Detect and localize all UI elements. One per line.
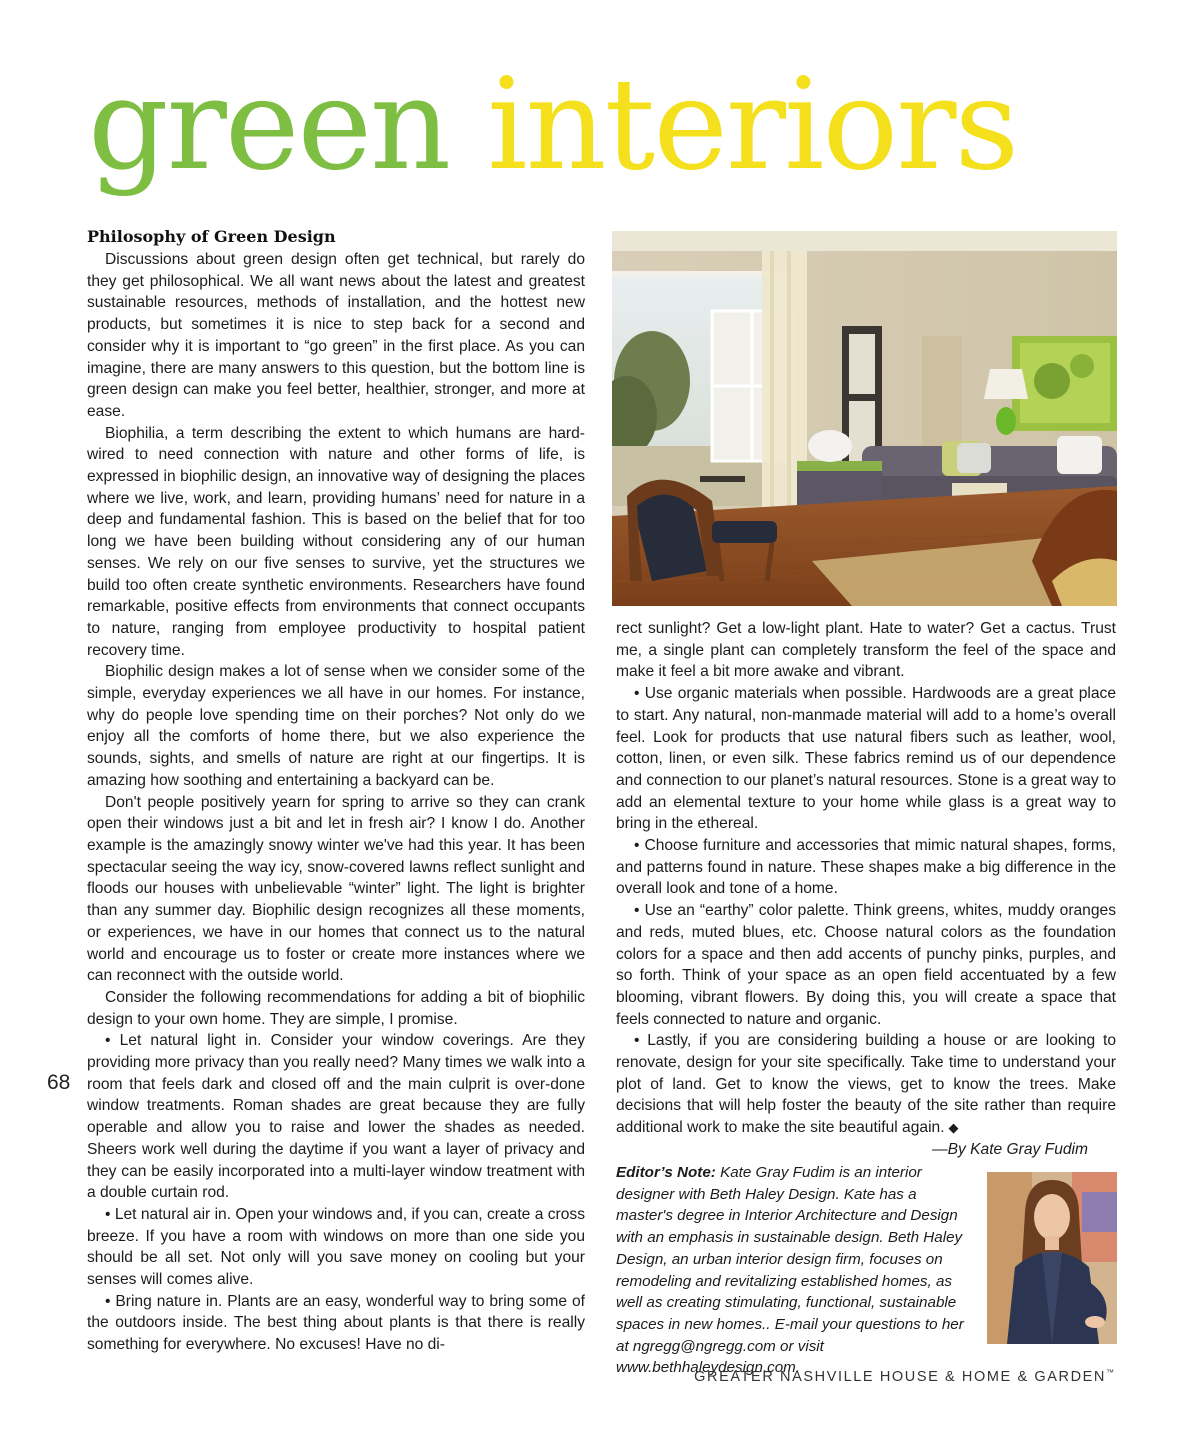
publication-footer: [694, 1368, 1114, 1385]
paragraph: Biophilic design makes a lot of sense when we consider some of the simple, everyday experiences we all have in our homes. For instance, why do people love spending time on their porches? Not only do we enjoy all the comforts of home there, but we also experience the sounds, sights, and smells of nature are right at our fingertips. It is amazing how soothing and entertaining a backyard can be.: [87, 663, 585, 789]
trademark-mark: ™: [1106, 1368, 1114, 1377]
article-column-right: [616, 618, 1116, 1161]
bullet-paragraph: • Use organic materials when possible. Hardwoods are a great place to start. Any natural, non-manmade material will add to a home’s overall feel. Look for products that use natural fibers such as leather, wool, cotton, linen, or even silk. These fabrics remind us of our dependence and connection to our planet’s natural resources. Stone is a great way to add an elemental texture to your home while glass is a great way to bring in the ethereal.: [616, 685, 1116, 833]
article-column-left: [87, 226, 585, 1356]
editor-note: [616, 1162, 976, 1379]
footer-text: GREATER NASHVILLE HOUSE & HOME & GARDEN: [694, 1369, 1106, 1385]
paragraph-text: • Lastly, if you are considering building a house or are looking to renovate, design for your site specifically. Take time to understand your plot of land. Get to know the views, get to know the trees. Make decisions that will help foster the beauty of the site rather than require additional work to make the site beautiful again.: [616, 1032, 1116, 1137]
bullet-paragraph: • Let natural light in. Consider your window coverings. Are they providing more privacy than you really need? Many times we walk into a room that feels dark and closed off and the main culprit is over-done window treatments. Roman shades are great because they are fully operable and allow you to raise and lower the shades as needed. Sheers work well during the daytime if you want a layer of privacy and they can be easily incorporated into a multi-layer window treatment with a double curtain rod.: [87, 1032, 585, 1202]
living-room-photo: [612, 231, 1117, 606]
byline: —By Kate Gray Fudim: [932, 1140, 1088, 1158]
bullet-paragraph-last: [616, 1030, 1116, 1139]
bullet-paragraph: • Use an “earthy” color palette. Think greens, whites, muddy oranges and reds, muted blues, etc. Choose natural colors as the foundation colors for a space and then add accents of punchy pinks, purples, and so forth. Think of your space as an open field accentuated by a few blooming, vibrant flowers. By doing this, you will create a space that feels connected to nature and organic.: [616, 902, 1116, 1028]
page-title: [88, 51, 1018, 198]
page-number: 68: [47, 1071, 71, 1094]
bullet-paragraph: • Let natural air in. Open your windows and, if you can, create a cross breeze. If you have a room with windows on more than one side you should be all set. Not only will you save money on cooling but your senses will comes alive.: [87, 1205, 585, 1289]
bullet-paragraph: • Choose furniture and accessories that mimic natural shapes, forms, and patterns found in nature. These shapes make a big difference in the overall look and tone of a home.: [616, 837, 1116, 898]
title-word-interiors: interiors: [487, 51, 1018, 198]
section-heading: Philosophy of Green Design: [87, 227, 336, 246]
editor-note-text: Kate Gray Fudim is an interior designer with Beth Haley Design. Kate has a master's degree in Interior Architecture and Design with an emphasis in sustainable design. Beth Haley Design, an urban interior design firm, focuses on remodeling and revitalizing established homes, as well as creating stimulating, functional, sustainable spaces in new homes.. E-mail your questions to her at ngregg@ngregg.com or visit www.bethhaleydesign.com.: [616, 1164, 964, 1377]
paragraph-continuation: rect sunlight? Get a low-light plant. Hate to water? Get a cactus. Trust me, a single plant can completely transform the feel of the space and make it feel a bit more awake and vibrant.: [616, 620, 1116, 681]
author-portrait-photo: [987, 1172, 1117, 1344]
paragraph: Don't people positively yearn for spring to arrive so they can crank open their windows just a bit and let in fresh air? I know I do. Another example is the amazingly snowy winter we've had this year. It has been spectacular seeing the way icy, snow-covered lawns reflect sunlight and floods our houses with unbelievable “winter” light. The light is brighter than any summer day. Biophilic design recognizes all these moments, or experiences, we have in our homes that connect us to the natural world and encourage us to foster or create more instances where we can reconnect with the outside world.: [87, 793, 585, 985]
title-word-green: green: [88, 51, 450, 198]
paragraph: Discussions about green design often get technical, but rarely do they get philosophical. We all want news about the latest and greatest sustainable resources, methods of installation, and the hottest new products, but sometimes it is nice to step back for a second and consider why it is important to “go green” in the first place. As you can imagine, there are many answers to this question, but the bottom line is green design can make you feel better, healthier, stronger, and more at ease.: [87, 251, 585, 420]
bullet-paragraph: • Bring nature in. Plants are an easy, wonderful way to bring some of the outdoors inside. The best thing about plants is that there is really something for everywhere. No excuses! Have no di-: [87, 1292, 585, 1354]
paragraph: Consider the following recommendations for adding a bit of biophilic design to your own home. They are simple, I promise.: [87, 988, 585, 1028]
editor-note-label: Editor’s Note:: [616, 1164, 716, 1181]
end-mark-icon: ◆: [948, 1120, 959, 1136]
paragraph: Biophilia, a term describing the extent to which humans are hard-wired to need connection with nature and other forms of life, is expressed in biophilic design, an innovative way of designing the places where we live, work, and learn, providing humans’ need for nature in a deep and fundamental fashion. This is based on the belief that for too long we have been building without considering any of our human senses. We rely on our five senses to survive, yet the structures we build too often create synthetic environments. Researchers have found remarkable, positive effects from environments that connect occupants to nature, ranging from employee productivity to hospital patient recovery time.: [87, 424, 585, 659]
